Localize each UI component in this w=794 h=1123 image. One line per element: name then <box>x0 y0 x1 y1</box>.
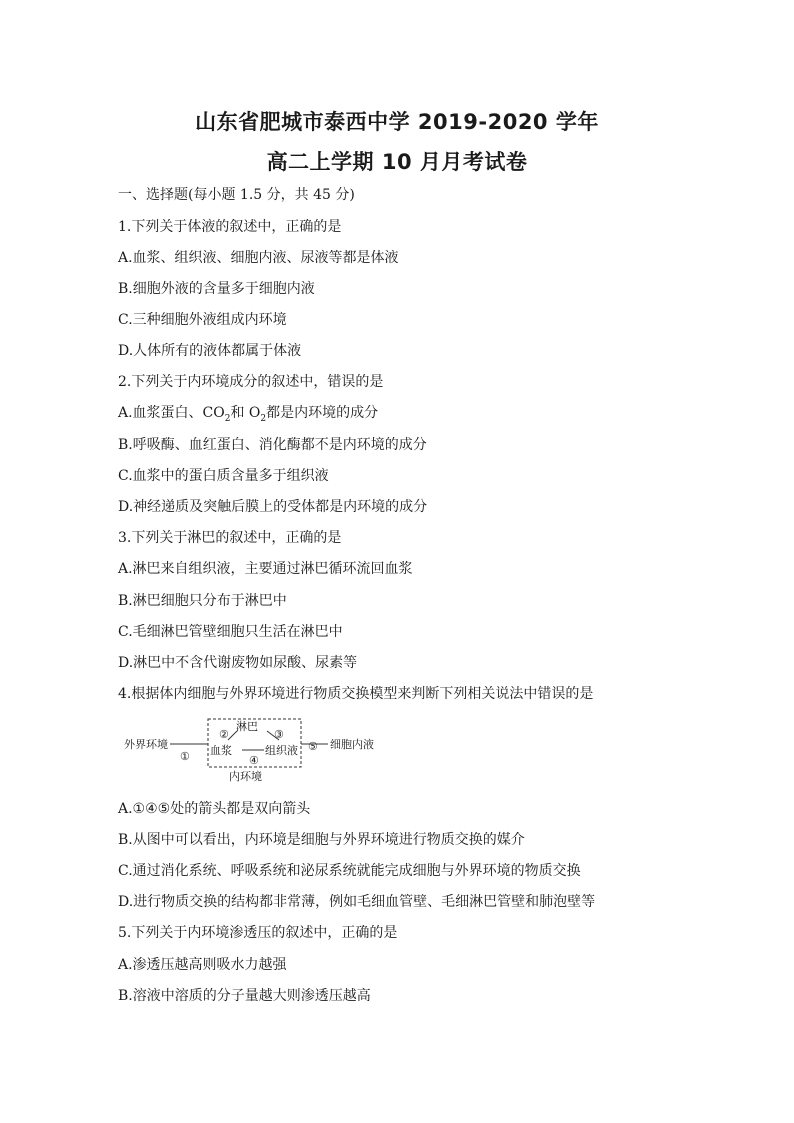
marker-1: ① <box>180 750 190 763</box>
q2-stem: 2.下列关于内环境成分的叙述中，错误的是 <box>118 374 384 390</box>
q2-option-a <box>118 404 378 428</box>
q2-option-d: D.神经递质及突触后膜上的受体都是内环境的成分 <box>118 499 428 515</box>
exchange-model-diagram <box>124 716 374 786</box>
marker-5: ⑤ <box>308 740 318 753</box>
q1-option-b: B.细胞外液的含量多于细胞内液 <box>118 281 315 297</box>
q1-option-c: C.三种细胞外液组成内环境 <box>118 312 287 328</box>
q1-option-a: A.血浆、组织液、细胞内液、尿液等都是体液 <box>118 250 399 266</box>
q5-option-b: B.溶液中溶质的分子量越大则渗透压越高 <box>118 988 371 1004</box>
section-heading: 一、选择题(每小题 1.5 分，共 45 分) <box>118 187 355 203</box>
label-outer-environment: 外界环境 <box>124 738 168 751</box>
q4-option-a: A.①④⑤处的箭头都是双向箭头 <box>118 801 311 817</box>
q2-option-a-sub-1: 2 <box>224 413 231 424</box>
q3-option-d: D.淋巴中不含代谢废物如尿酸、尿素等 <box>118 655 358 671</box>
label-inner-environment: 内环境 <box>229 770 262 783</box>
q3-option-b: B.淋巴细胞只分布于淋巴中 <box>118 593 287 609</box>
label-lymph: 淋巴 <box>236 720 258 733</box>
label-plasma: 血浆 <box>210 744 232 757</box>
label-intracellular-fluid: 细胞内液 <box>330 738 374 751</box>
q1-stem: 1.下列关于体液的叙述中，正确的是 <box>118 219 342 235</box>
exam-title-line2: 高二上学期 10 月月考试卷 <box>266 150 528 174</box>
marker-2: ② <box>219 728 229 741</box>
q3-stem: 3.下列关于淋巴的叙述中，正确的是 <box>118 530 342 546</box>
q2-option-a-sub-2: 2 <box>260 413 267 424</box>
q2-option-a-text-2: 和 O <box>230 405 261 421</box>
q4-option-c: C.通过消化系统、呼吸系统和泌尿系统就能完成细胞与外界环境的物质交换 <box>118 863 581 879</box>
q2-option-b: B.呼吸酶、血红蛋白、消化酶都不是内环境的成分 <box>118 437 427 453</box>
marker-3: ③ <box>274 728 284 741</box>
q1-option-d: D.人体所有的液体都属于体液 <box>118 343 302 359</box>
q4-stem: 4.根据体内细胞与外界环境进行物质交换模型来判断下列相关说法中错误的是 <box>118 686 594 702</box>
q4-option-d: D.进行物质交换的结构都非常薄，例如毛细血管壁、毛细淋巴管壁和肺泡壁等 <box>118 894 596 910</box>
q2-option-c: C.血浆中的蛋白质含量多于组织液 <box>118 468 329 484</box>
q2-option-a-text-3: 都是内环境的成分 <box>266 405 379 421</box>
q2-option-a-text-1: A.血浆蛋白、CO <box>118 405 225 421</box>
exchange-model-svg <box>124 716 374 786</box>
q4-option-b: B.从图中可以看出，内环境是细胞与外界环境进行物质交换的媒介 <box>118 832 525 848</box>
q3-option-c: C.毛细淋巴管壁细胞只生活在淋巴中 <box>118 624 343 640</box>
q3-option-a: A.淋巴来自组织液，主要通过淋巴循环流回血浆 <box>118 561 413 577</box>
q5-stem: 5.下列关于内环境渗透压的叙述中，正确的是 <box>118 925 398 941</box>
label-tissue-fluid: 组织液 <box>265 744 298 757</box>
q5-option-a: A.渗透压越高则吸水力越强 <box>118 957 287 973</box>
exam-title-line1: 山东省肥城市泰西中学 2019-2020 学年 <box>195 110 599 134</box>
marker-4: ④ <box>249 754 259 767</box>
